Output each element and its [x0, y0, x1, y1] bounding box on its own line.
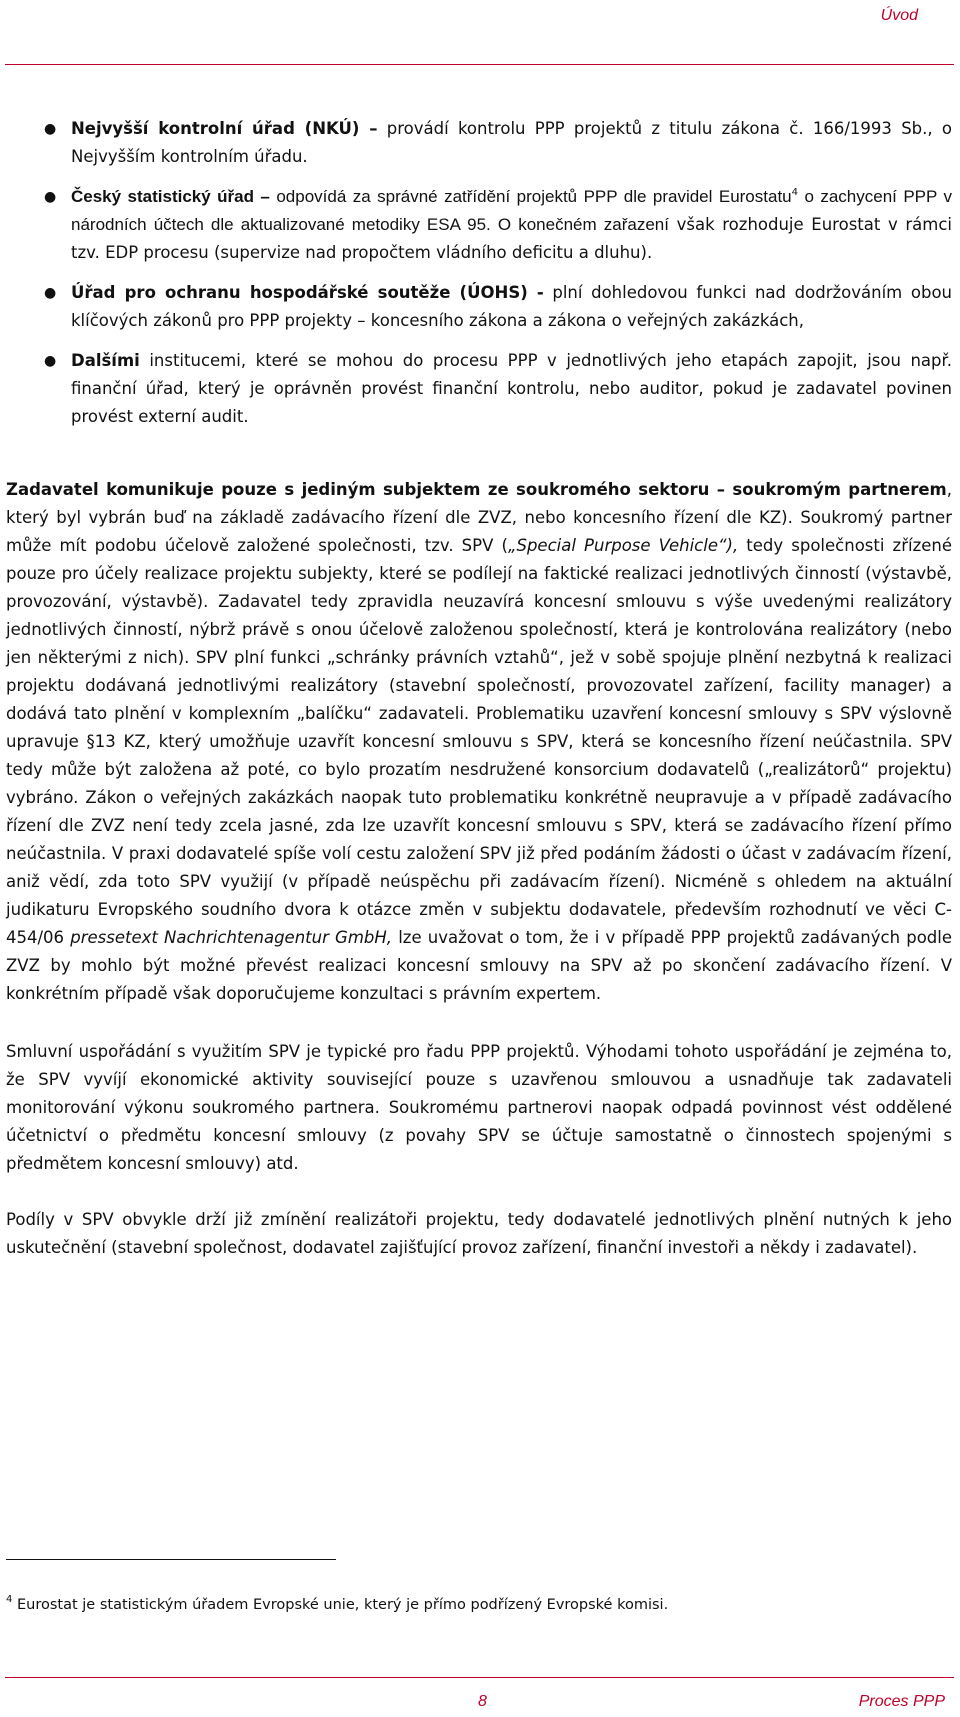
item-text: plní dohledovou funkci nad dodržováním obou klíčových zákonů pro PPP projekty – koncesního zákona a zákona o veřejných zakázkách, — [71, 283, 952, 330]
paragraph-emphasis: „Special Purpose Vehicle“), — [507, 536, 739, 555]
footnote-number: 4 — [6, 1594, 13, 1605]
item-heading: Dalšími — [71, 351, 140, 370]
paragraph-text: tedy společnosti zřízené pouze pro účely realizace projektu subjekty, které se podílejí na faktické realizaci jednotlivých činností (výstavbě, provozování, výstavbě). Zadavatel tedy zpravidla neuzavírá koncesní smlouvu s výše uvedenými realizátory jednotlivých činností, nýbrž právě s onou účelově založenou společností, která je kontrolována realizátory (nebo jen některými z nich). SPV plní funkci „schránky právních vztahů“, jež v sobě spojuje plnění nezbytná k realizaci projektu dodávaná jednotlivými realizátory (stavební společností, provozovatel zařízení, facility manager) a dodává tato plnění v komplexním „balíčku“ zadavateli. Problematiku uzavření koncesní smlouvy s SPV výslovně upravuje §13 KZ, který umožňuje uzavřít koncesní smlouvu s SPV, která se koncesního řízení neúčastnila. SPV tedy může být založena až poté, co bylo prozatím nesdružené konsorcium dodavatelů („realizátorů“ projektu) vybráno. Zákon o veřejných zakázkách naopak tuto problematiku konkrétně neupravuje a v případě zadávacího řízení dle ZVZ není tedy zcela jasné, zda lze uzavřít koncesní smlouvu s SPV, která se zadávacího řízení přímo neúčastnila. V praxi dodavatelé spíše volí cestu založení SPV již před podáním žádosti o účast v zadávacím řízení, aniž vědí, zda toto SPV využijí (v případě neúspěchu při zadávacím řízení). Nicméně s ohledem na aktuální judikaturu Evropského soudního dvora k otázce změn v subjektu dodavatele, především rozhodnutí ve věci C-454/06 — [6, 536, 952, 947]
arrangement-paragraph: Smluvní uspořádání s využitím SPV je typické pro řadu PPP projektů. Výhodami tohoto uspořádání je zejména to, že SPV vyvíjí ekonomické aktivity související pouze s uzavřenou smlouvou a usnadňuje tak zadavateli monitorování výkonu soukromého partnera. Soukromému partnerovi naopak odpadá povinnost vést oddělené účetnictví o předmětu koncesní smlouvy (z povahy SPV se účtuje samostatně o činnostech spojenými s předmětem koncesní smlouvy) atd. — [6, 1042, 952, 1173]
paragraph-text: , který byl vybrán buď na základě zadávacího řízení dle ZVZ, nebo koncesního řízení dle KZ). Soukromý partner může mít podobu účelově založené společnosti, tzv. SPV ( — [6, 480, 952, 555]
list-item-uohs — [6, 279, 952, 335]
item-heading: Úřad pro ochranu hospodářské soutěže (ÚOHS) - — [71, 283, 544, 302]
page-number: 8 — [478, 1693, 487, 1710]
item-heading: Nejvyšší kontrolní úřad (NKÚ) – — [71, 119, 378, 138]
bullet-icon: ● — [44, 121, 57, 137]
paragraph-lead: Zadavatel komunikuje pouze s jediným subjektem ze soukromého sektoru – soukromým partnerem — [6, 480, 947, 499]
item-text: však rozhoduje Eurostat v rámci tzv. EDP procesu (supervize nad propočtem vládního deficitu a dluhu). — [71, 215, 952, 262]
header-divider — [5, 64, 954, 65]
item-text: o zachycení PPP v národních účtech dle aktualizované metodiky ESA 95. O konečném zařazení — [71, 187, 952, 234]
spv-paragraph — [6, 476, 952, 1008]
bullet-icon: ● — [44, 353, 57, 369]
list-item-other — [6, 347, 952, 431]
item-text: provádí kontrolu PPP projektů z titulu zákona č. 166/1993 Sb., o Nejvyšším kontrolním úřadu. — [71, 119, 953, 166]
institutions-list — [6, 115, 952, 431]
footer-divider — [5, 1677, 954, 1678]
paragraph-emphasis: pressetext Nachrichtenagentur GmbH, — [70, 928, 393, 947]
footnote-text: Eurostat je statistickým úřadem Evropské unie, který je přímo podřízený Evropské komisi. — [12, 1597, 669, 1613]
bullet-icon: ● — [44, 285, 57, 301]
item-heading: Český statistický úřad – — [71, 187, 270, 206]
shares-paragraph: Podíly v SPV obvykle drží již zmínění realizátoři projektu, tedy dodavatelé jednotlivých plnění nutných k jeho uskutečnění (stavební společnost, dodavatel zajišťující provoz zařízení, finanční investoři a někdy i zadavatel). — [6, 1210, 952, 1257]
item-text: institucemi, které se mohou do procesu PPP v jednotlivých jeho etapách zapojit, jsou např. finanční úřad, který je oprávněn provést finanční kontrolu, nebo auditor, pokud je zadavatel povinen provést externí audit. — [71, 351, 952, 426]
list-item-czso — [6, 183, 952, 267]
footer-title: Proces PPP — [858, 1693, 945, 1710]
footnote-reference[interactable]: 4 — [791, 187, 798, 198]
list-item-nku — [6, 115, 952, 171]
footnote-divider — [6, 1559, 336, 1560]
header-title: Úvod — [880, 7, 918, 24]
paragraph-text: lze uvažovat o tom, že i v případě PPP projektů zadávaných podle ZVZ by mohlo být možné převést realizaci koncesní smlouvy na SPV až po skončení zadávacího řízení. V konkrétním případě však doporučujeme konzultaci s právním expertem. — [6, 928, 952, 1003]
bullet-icon: ● — [44, 189, 57, 205]
footnote — [6, 1594, 669, 1613]
body-text — [6, 115, 952, 1262]
item-text: odpovídá za správné zatřídění projektů PPP dle pravidel Eurostatu — [269, 187, 792, 206]
